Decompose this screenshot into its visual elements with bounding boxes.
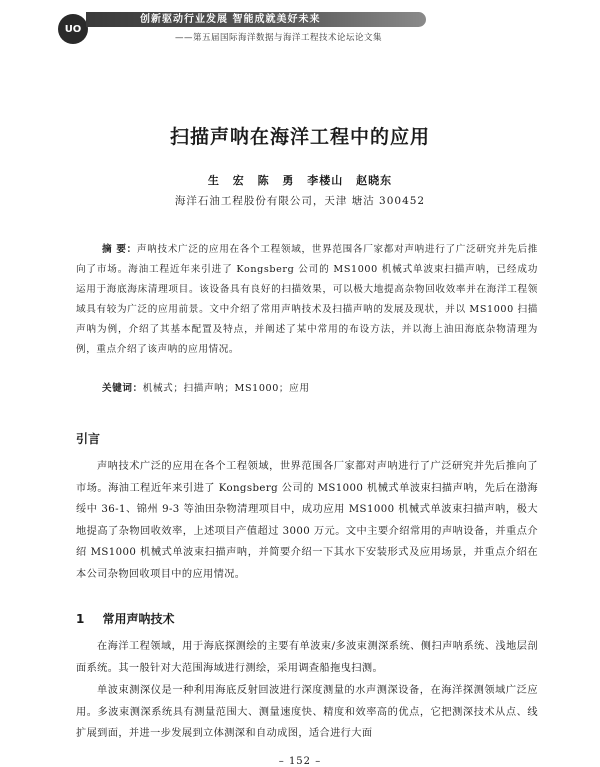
keywords: [102, 380, 542, 394]
banner-slogan: 创新驱动行业发展 智能成就美好未来: [140, 14, 321, 25]
paper-title: 扫描声呐在海洋工程中的应用: [169, 126, 430, 148]
abstract: [76, 240, 538, 360]
paper-authors: 生 宏 陈 勇 李楼山 赵晓东: [207, 174, 393, 187]
keywords-label: 关键词：: [102, 383, 143, 394]
conference-logo: UO: [58, 14, 88, 44]
section-1-paragraph-2: 单波束测深仪是一种利用海底反射回波进行深度测量的水声测深设备，在海洋探测领域广泛应用。多波束测深系统具有测量范围大、测量速度快、精度和效率高的优点，它把测深技术从点、线扩展到面，并进一步发展到立体测深和自动成图，适合进行大面: [76, 685, 538, 739]
abstract-text: 声呐技术广泛的应用在各个工程领域，世界范围各厂家都对声呐进行了广泛研究并先后推向了市场。海油工程近年来引进了 Kongsberg 公司的 MS1000 机械式单波束扫描声呐，已经成功运用于海底海床清理项目。该设备具有良好的扫描效果，可以极大地提高杂物回收效率并在海洋工程领域具有较为广泛的应用前景。文中介绍了常用声呐技术及扫描声呐的发展及现状，并以 MS1000 扫描声呐为例，介绍了其基本配置及特点，并阐述了某中常用的布设方法，并以海上油田海底杂物清理为例，重点介绍了该声呐的应用情况。: [76, 244, 538, 355]
intro-paragraph: 声呐技术广泛的应用在各个工程领域，世界范围各厂家都对声呐进行了广泛研究并先后推向了市场。海油工程近年来引进了 Kongsberg 公司的 MS1000 机械式单波束扫描声呐，先后在渤海绥中 36-1、锦州 9-3 等油田杂物清理项目中，成功应用 MS1000 机械式单波束扫描声呐，极大地提高了杂物回收效率，上述项目产值超过 3000 万元。文中主要介绍常用的声呐设备，并重点介绍 MS1000 机械式单波束扫描声呐，并简要介绍一下其水下安装形式及应用场景，并重点介绍在本公司杂物回收项目中的应用情况。: [76, 461, 538, 580]
intro-heading: 引言: [76, 432, 101, 446]
proceedings-header: [0, 0, 600, 52]
section-1-heading: 1 常用声呐技术: [76, 612, 175, 626]
abstract-label: 摘 要：: [102, 244, 137, 255]
proceedings-subtitle: ——第五届国际海洋数据与海洋工程技术论坛论文集: [175, 33, 383, 43]
section-1-paragraph-1: 在海洋工程领域，用于海底探测绘的主要有单波束/多波束测深系统、侧扫声呐系统、浅地层剖面系统。其一般针对大范围海域进行测绘，采用调查船拖曳扫测。: [76, 641, 538, 674]
page-number: – 152 –: [278, 756, 322, 767]
keywords-text: 机械式；扫描声呐；MS1000；应用: [142, 383, 310, 394]
author-affiliation: 海洋石油工程股份有限公司，天津 塘沽 300452: [174, 195, 426, 207]
